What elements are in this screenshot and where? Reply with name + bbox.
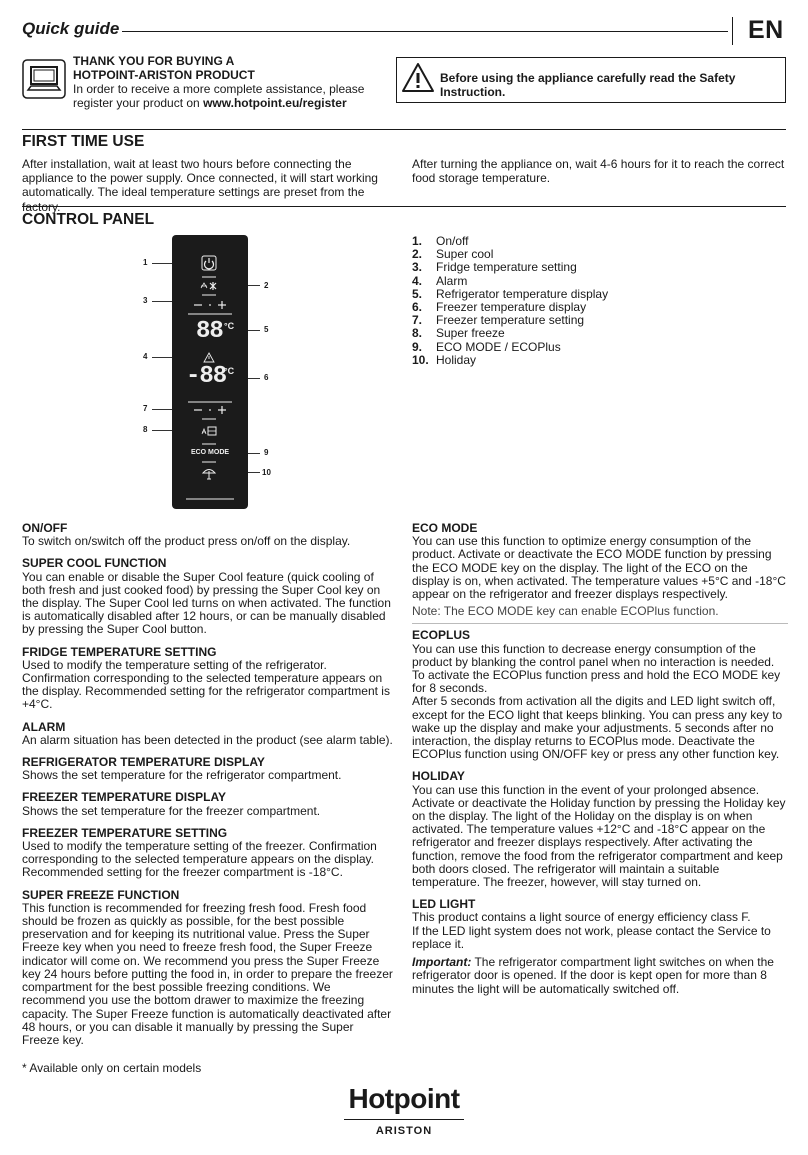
right-function-column (412, 522, 788, 996)
section-text: You can use this function in the event of your prolonged absence. Activate or deactivate the Holiday function by pressing the Holiday key on the display. The light of the Holiday on the display is on when activated. The temperature values +12°C and -18°C appear on the refrigerator and freezer displays respectively. After activating the function, remove the food from the refrigerator compartment and keep both doors closed. The refrigerator will maintain a suitable temperature. The freezer, however, will stay turned on. (412, 782, 786, 890)
legend-label: ECO MODE / ECOPlus (436, 339, 561, 354)
section-text: Shows the set temperature for the refrigerator compartment. (22, 768, 342, 783)
section-heading: LED LIGHT (412, 897, 476, 912)
section-heading: FRIDGE TEMPERATURE SETTING (22, 644, 217, 659)
legend-num: 4. (412, 273, 423, 288)
left-function-column (22, 522, 394, 1047)
important-note (412, 956, 788, 996)
callout-1: 1 (143, 258, 148, 267)
note-rule (412, 623, 788, 624)
refrigerator-temp-unit: °C (224, 321, 235, 331)
section-rule (22, 206, 786, 207)
callout-10: 10 (262, 468, 271, 477)
section-heading: REFRIGERATOR TEMPERATURE DISPLAY (22, 755, 265, 770)
fridge-temp-section (22, 646, 394, 712)
important-text: The refrigerator compartment light switches on when the refrigerator door is opened. If the door is kept open for more than 8 minutes the light will be automatically switched off. (412, 955, 774, 996)
freezer-temp-section (22, 827, 394, 880)
section-heading: ON/OFF (22, 521, 68, 535)
legend-num: 8. (412, 326, 423, 341)
legend-label: Holiday (436, 352, 477, 367)
alarm-section (22, 721, 394, 747)
legend-num: 5. (412, 286, 423, 301)
language-code: EN (748, 16, 784, 44)
section-text: Used to modify the temperature setting of the freezer. Confirmation corresponding to the selected temperature appears on the display. Recommended setting for the freezer compartment is -18°C. (22, 839, 377, 880)
brand-sub-logo: ARISTON (375, 1125, 433, 1137)
guide-title: Quick guide (22, 19, 120, 38)
onoff-section (22, 522, 394, 548)
legend-num: 3. (412, 260, 423, 275)
legend-num: 7. (412, 313, 423, 328)
callout-9: 9 (264, 448, 269, 457)
freezer-temp-display: -88 (186, 363, 227, 390)
thanks-line-2: HOTPOINT-ARISTON PRODUCT (73, 68, 255, 82)
power-icon (202, 256, 216, 270)
monitor-icon (22, 59, 66, 99)
legend-num: 9. (412, 339, 423, 354)
legend-num: 2. (412, 247, 423, 262)
warning-icon (401, 61, 435, 95)
lang-divider (732, 17, 733, 45)
refrigerator-display-section (22, 756, 394, 782)
section-heading: FREEZER TEMPERATURE DISPLAY (22, 790, 227, 805)
thanks-text: In order to receive a more complete assistance, please register your product on (73, 82, 365, 110)
header-rule (122, 31, 728, 32)
section-heading: FREEZER TEMPERATURE SETTING (22, 825, 228, 840)
fridge-temp-buttons (194, 301, 226, 309)
section-text: You can use this function to decrease energy consumption of the product by blanking the control panel when no interaction is needed. To activate the ECOPlus function press and hold the ECO MODE key for 8 seconds. (412, 641, 781, 696)
section-heading: HOLIDAY (412, 769, 465, 784)
first-time-use-right: After turning the appliance on, wait 4-6 hours for it to reach the correct food storage temperature. (412, 157, 785, 186)
legend-num: 1. (412, 234, 423, 248)
legend-item (412, 354, 792, 367)
super-freeze-icon (202, 427, 216, 435)
section-heading: SUPER COOL FUNCTION (22, 556, 167, 571)
holiday-section (412, 770, 788, 889)
section-heading: ECOPLUS (412, 628, 471, 643)
legend-label: Alarm (436, 273, 468, 288)
callout-6: 6 (264, 373, 269, 382)
section-text: Used to modify the temperature setting of the refrigerator. Confirmation corresponding to the selected temperature appears on the display. Recommended setting for the refrigerator compartment is +4°C. (22, 657, 390, 712)
legend-num: 10. (412, 352, 429, 367)
eco-mode-section (412, 522, 788, 618)
callout-5: 5 (264, 325, 269, 334)
section-rule (22, 129, 786, 130)
super-cool-icon (201, 282, 216, 290)
control-panel-title: CONTROL PANEL (22, 211, 155, 228)
section-text: You can use this function to optimize energy consumption of the product. Activate or deactivate the ECO MODE function by pressing the ECO MODE key on the display. The light of the ECO on the display is on, when activated. The temperature values +5°C and -18°C appear on the refrigerator and freezer displays respectively. (412, 534, 786, 602)
thanks-line-1: THANK YOU FOR BUYING A (73, 54, 235, 68)
eco-mode-note: Note: The ECO MODE key can enable ECOPlus function. (412, 604, 719, 619)
first-time-use-left: After installation, wait at least two hours before connecting the appliance to the power supply. Once connected, it will start working automatically. The ideal temperature settings are preset from the factory. (22, 157, 378, 214)
callout-8: 8 (143, 425, 148, 434)
holiday-icon (203, 470, 215, 480)
legend-label: On/off (436, 234, 469, 248)
section-text: If the LED light system does not work, please contact the Service to replace it. (412, 923, 771, 951)
brand-logo: Hotpoint (348, 1083, 460, 1114)
callout-3: 3 (143, 296, 148, 305)
thank-you-note (73, 54, 393, 110)
callout-4: 4 (143, 352, 148, 361)
legend-label: Super freeze (436, 326, 505, 341)
section-text: Shows the set temperature for the freezer compartment. (22, 803, 321, 818)
legend-label: Freezer temperature setting (436, 313, 585, 328)
freezer-temp-buttons (194, 406, 226, 414)
legend-item (412, 341, 792, 354)
section-heading: ALARM (22, 719, 66, 734)
section-text: This product contains a light source of energy efficiency class F. (412, 910, 751, 925)
led-light-section (412, 898, 788, 995)
legend-label: Super cool (436, 247, 494, 262)
legend-item (412, 275, 792, 288)
callout-2: 2 (264, 281, 269, 290)
section-text: After 5 seconds from activation all the digits and LED light switch off, except for the ECO light that keeps blinking. You can press any key to wake up the display and make your adjustments. 5 seconds after no interaction, the display returns to ECOPlus mode. Deactivate the ECOPlus function using ON/OFF key or press any other function key. (412, 694, 783, 762)
section-text: An alarm situation has been detected in the product (see alarm table). (22, 732, 393, 747)
safety-warning-text: Before using the appliance carefully read the Safety Instruction. (440, 71, 736, 99)
section-heading: ECO MODE (412, 521, 478, 535)
important-label: Important: (412, 955, 472, 970)
super-freeze-section (22, 889, 394, 1047)
eco-mode-key-label: ECO MODE (190, 449, 230, 456)
section-text: This function is recommended for freezing fresh food. Fresh food should be frozen as quickly as possible, for the best possible preservation and for keeping its nutritional value. Press the Super Freeze key when you need to freeze fresh food, the Super Freeze indicator will come on. We recommend you press the Super Freeze key 24 hours before putting the food in, in order to prepare the freezer compartment for the best possible freezing conditions. We recommend you use the bottom drawer to maximize the freezing capacity. The Super Freeze function is automatically deactivated after 48 hours, or you can disable it manually by pressing the Super Freeze key. (22, 900, 393, 1047)
callout-7: 7 (143, 404, 148, 413)
section-text: You can enable or disable the Super Cool feature (quick cooling of both fresh and just cooked food) by pressing the Super Cool key on the display. The Super Cool led turns on when activated. The function is automatically disabled after 12 hours, or can be manually disabled by pressing the Super Cool button. (22, 569, 391, 637)
legend-label: Fridge temperature setting (436, 260, 577, 275)
super-cool-section (22, 557, 394, 636)
legend-label: Freezer temperature display (436, 300, 587, 315)
legend-item (412, 261, 792, 274)
control-panel-legend (412, 235, 792, 367)
refrigerator-temp-display: 88 (196, 318, 223, 345)
freezer-display-section (22, 791, 394, 817)
first-time-use-title: FIRST TIME USE (22, 133, 145, 150)
legend-item (412, 327, 792, 340)
section-heading: SUPER FREEZE FUNCTION (22, 887, 180, 902)
ecoplus-section (412, 629, 788, 761)
legend-label: Refrigerator temperature display (436, 286, 609, 301)
legend-num: 6. (412, 300, 423, 315)
footnote: * Available only on certain models (22, 1061, 202, 1075)
logo-rule (344, 1119, 464, 1120)
section-text: To switch on/switch off the product press on/off on the display. (22, 534, 351, 549)
alarm-icon (204, 353, 214, 362)
freezer-temp-unit: °C (224, 366, 235, 376)
register-link[interactable]: www.hotpoint.eu/register (203, 96, 347, 110)
